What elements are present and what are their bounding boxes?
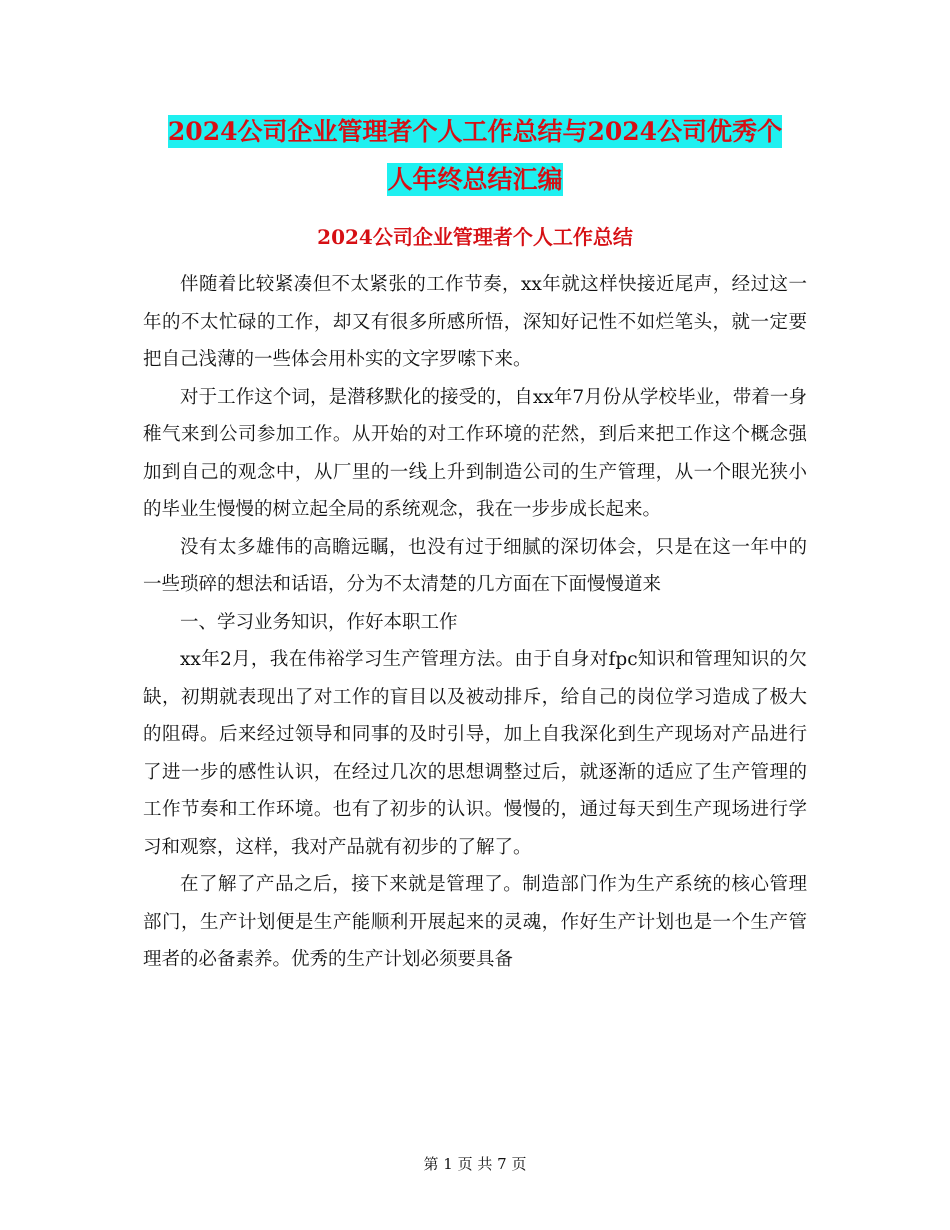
paragraph: 伴随着比较紧凑但不太紧张的工作节奏，xx年就这样快接近尾声，经过这一年的不太忙碌的工作，却又有很多所感所悟，深知好记性不如烂笔头，就一定要把自己浅薄的一些体会用朴实的文字罗嗦下来。 xyxy=(143,274,807,370)
body-text xyxy=(143,266,807,979)
paragraph: 在了解了产品之后，接下来就是管理了。制造部门作为生产系统的核心管理部门，生产计划便是生产能顺利开展起来的灵魂，作好生产计划也是一个生产管理者的必备素养。优秀的生产计划必须要具备 xyxy=(143,874,807,970)
paragraph: 没有太多雄伟的高瞻远瞩，也没有过于细腻的深切体会，只是在这一年中的一些琐碎的想法和话语，分为不太清楚的几方面在下面慢慢道来 xyxy=(143,536,807,595)
section-heading: 一、学习业务知识，作好本职工作 xyxy=(180,611,458,633)
page-footer: 第 1 页 共 7 页 xyxy=(423,1155,527,1173)
main-title-line-1: 2024公司企业管理者个人工作总结与2024公司优秀个 xyxy=(167,117,783,146)
paragraph: xx年2月，我在伟裕学习生产管理方法。由于自身对fpc知识和管理知识的欠缺，初期就表现出了对工作的盲目以及被动排斥，给自己的岗位学习造成了极大的阻碍。后来经过领导和同事的及时引导，加上自我深化到生产现场对产品进行了进一步的感性认识，在经过几次的思想调整过后，就逐渐的适应了生产管理的工作节奏和工作环境。也有了初步的认识。慢慢的，通过每天到生产现场进行学习和观察，这样，我对产品就有初步的了解了。 xyxy=(143,649,807,858)
section-title: 2024公司企业管理者个人工作总结 xyxy=(317,225,633,249)
main-title-line-2: 人年终总结汇编 xyxy=(387,165,563,194)
main-title xyxy=(110,108,840,204)
paragraph: 对于工作这个词，是潜移默化的接受的，自xx年7月份从学校毕业，带着一身稚气来到公司参加工作。从开始的对工作环境的茫然，到后来把工作这个概念强加到自己的观念中，从厂里的一线上升到制造公司的生产管理，从一个眼光狭小的毕业生慢慢的树立起全局的系统观念，我在一步步成长起来。 xyxy=(143,386,807,520)
